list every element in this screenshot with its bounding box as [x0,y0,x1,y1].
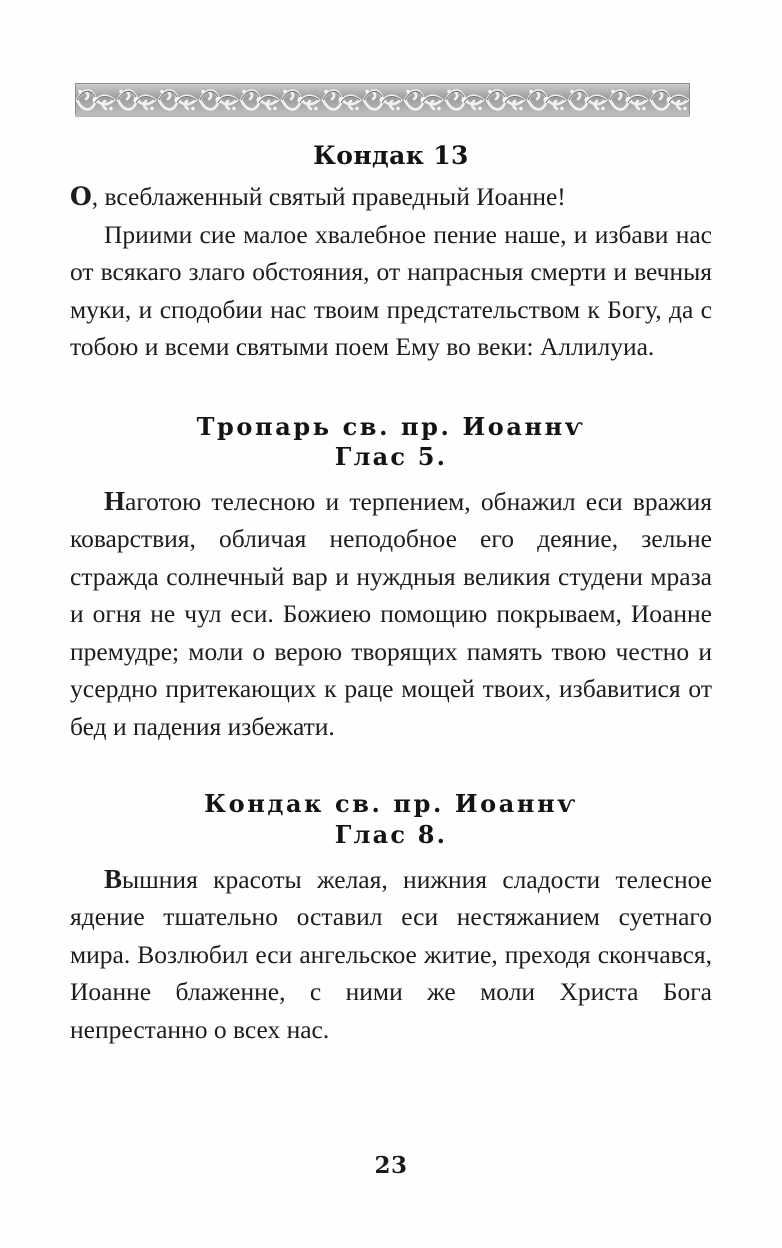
paragraph [70,483,712,746]
heading-line: Кондак 13 [313,141,469,170]
spacer [70,745,712,789]
section-heading-troparion [70,412,712,473]
section-troparion [70,412,712,746]
paragraph [70,178,712,216]
paragraph-text: аготою телесною и терпением, обнажил еси вражия коварствия, обличая неподобное его деяние, зельне стражда солнечный вар и нуждныя великия студени мраза и огня не чул еси. Божиею помощию покрываем, Иоанне премудре; моли о верою творящих память твою честно и усердно притекающих к раце мощей твоих, избавитися от бед и падения избежати. [70,486,712,741]
drop-cap-initial: Н [104,485,126,516]
section-heading-kontakion-13 [70,140,712,172]
paragraph-text: Приими сие малое хвалебное пение наше, и избави нас от всякаго злаго обстояния, от напрасныя смерти и вечныя муки, и сподобии нас твоим предстательством к Богу, да с тобою и всеми святыми поем Ему во веки: Аллилуиа. [70,219,712,361]
paragraph-text: , всеблаженный святый праведный Иоанне! [91,182,566,211]
section-heading-kontakion [70,789,712,850]
ornament-band-icon [75,83,690,117]
spacer [70,473,712,483]
page-number: 23 [374,1152,408,1179]
paragraph [70,861,712,1049]
heading-line: Кондак св. пр. Иоаннѵ [204,789,578,819]
drop-cap-initial: В [104,863,123,894]
spacer [70,366,712,412]
heading-line: Тропарь св. пр. Иоаннѵ [196,411,586,441]
page-content [70,140,712,1048]
section-kontakion [70,789,712,1048]
drop-cap-initial: О [70,182,92,211]
section-kontakion-13 [70,140,712,366]
paragraph [70,216,712,366]
spacer [70,851,712,861]
heading-tone-line: Глас 5. [334,442,448,472]
paragraph-text: ышния красоты желая, нижния сладости телесное ядение тшательно оставил еси нестяжанием суетнаго мира. Возлюбил еси ангельское житие, преходя скончався, Иоанне блаженне, с ними же моли Христа Бога непрестанно о всех нас. [70,864,712,1044]
heading-tone-line: Глас 8. [334,820,448,850]
